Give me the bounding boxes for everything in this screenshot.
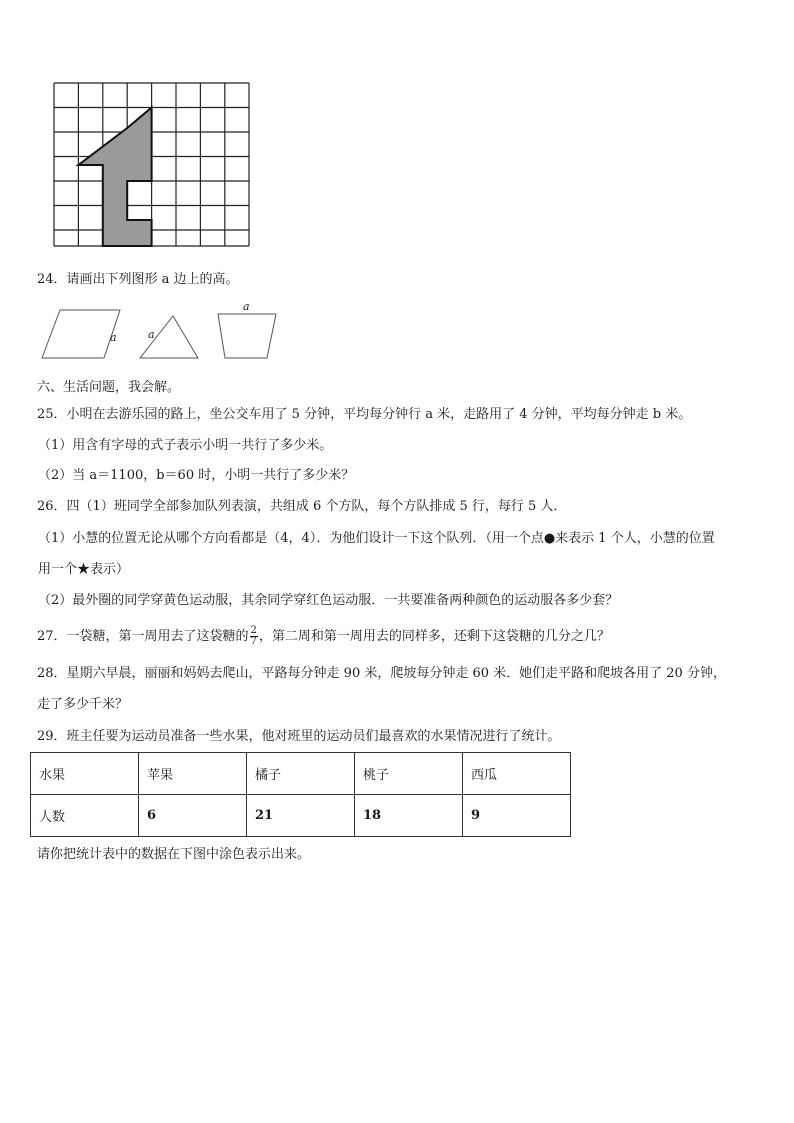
question-27 xyxy=(37,626,610,647)
q24-shapes xyxy=(40,300,285,364)
table-cell: 桃子 xyxy=(355,753,463,795)
grid-figure xyxy=(52,80,252,250)
question-26: 26．四（1）班同学全部参加队列表演，共组成 6 个方队，每个方队排成 5 行，每行 5 人． xyxy=(37,499,567,514)
table-cell: 18 xyxy=(355,795,463,837)
shaded-shape xyxy=(78,108,151,247)
fruit-stats-table xyxy=(30,752,571,837)
fraction-denominator: 7 xyxy=(250,636,257,647)
table-header-row xyxy=(31,753,571,795)
section-6-heading: 六、生活问题，我会解。 xyxy=(37,380,181,395)
fraction-two-sevenths xyxy=(250,626,258,647)
triangle-label: a xyxy=(148,328,155,341)
trapezoid-label: a xyxy=(243,300,250,313)
question-28-line-2: 走了多少千米？ xyxy=(37,697,129,712)
parallelogram-label: a xyxy=(110,331,117,344)
question-26-part-2: （2）最外圈的同学穿黄色运动服，其余同学穿红色运动服．一共要准备两种颜色的运动服各多少套？ xyxy=(38,593,619,608)
question-24: 24．请画出下列图形 a 边上的高。 xyxy=(37,272,239,287)
trapezoid-shape xyxy=(218,314,276,358)
question-27-text-before: 27．一袋糖，第一周用去了这袋糖的 xyxy=(37,629,249,644)
table-cell: 6 xyxy=(139,795,247,837)
table-row xyxy=(31,795,571,837)
table-cell: 苹果 xyxy=(139,753,247,795)
table-cell: 21 xyxy=(247,795,355,837)
table-cell: 橘子 xyxy=(247,753,355,795)
question-29: 29．班主任要为运动员准备一些水果，他对班里的运动员们最喜欢的水果情况进行了统计。 xyxy=(37,729,561,744)
question-26-part-1-line-2: 用一个★表示） xyxy=(38,562,130,577)
table-cell: 西瓜 xyxy=(463,753,571,795)
table-cell: 9 xyxy=(463,795,571,837)
table-cell: 人数 xyxy=(31,795,139,837)
question-28-line-1: 28．星期六早晨，丽丽和妈妈去爬山，平路每分钟走 90 米，爬坡每分钟走 60 米．她们走平路和爬坡各用了 20 分钟， xyxy=(37,666,726,681)
question-26-part-1-line-1: （1）小慧的位置无论从哪个方向看都是（4，4）．为他们设计一下这个队列．（用一个点●来表示 1 个人，小慧的位置 xyxy=(38,531,715,546)
question-25-part-1: （1）用含有字母的式子表示小明一共行了多少米。 xyxy=(38,438,333,453)
question-25-part-2: （2）当 a＝1100，b＝60 时，小明一共行了多少米？ xyxy=(38,468,355,483)
fraction-numerator: 2 xyxy=(250,625,257,636)
table-cell: 水果 xyxy=(31,753,139,795)
parallelogram-shape xyxy=(42,310,120,358)
question-27-text-after: ，第二周和第一周用去的同样多，还剩下这袋糖的几分之几？ xyxy=(258,629,610,644)
question-25: 25．小明在去游乐园的路上，坐公交车用了 5 分钟，平均每分钟行 a 米，走路用了 4 分钟，平均每分钟走 b 米。 xyxy=(37,407,692,422)
question-29-instruction: 请你把统计表中的数据在下图中涂色表示出来。 xyxy=(37,847,311,862)
